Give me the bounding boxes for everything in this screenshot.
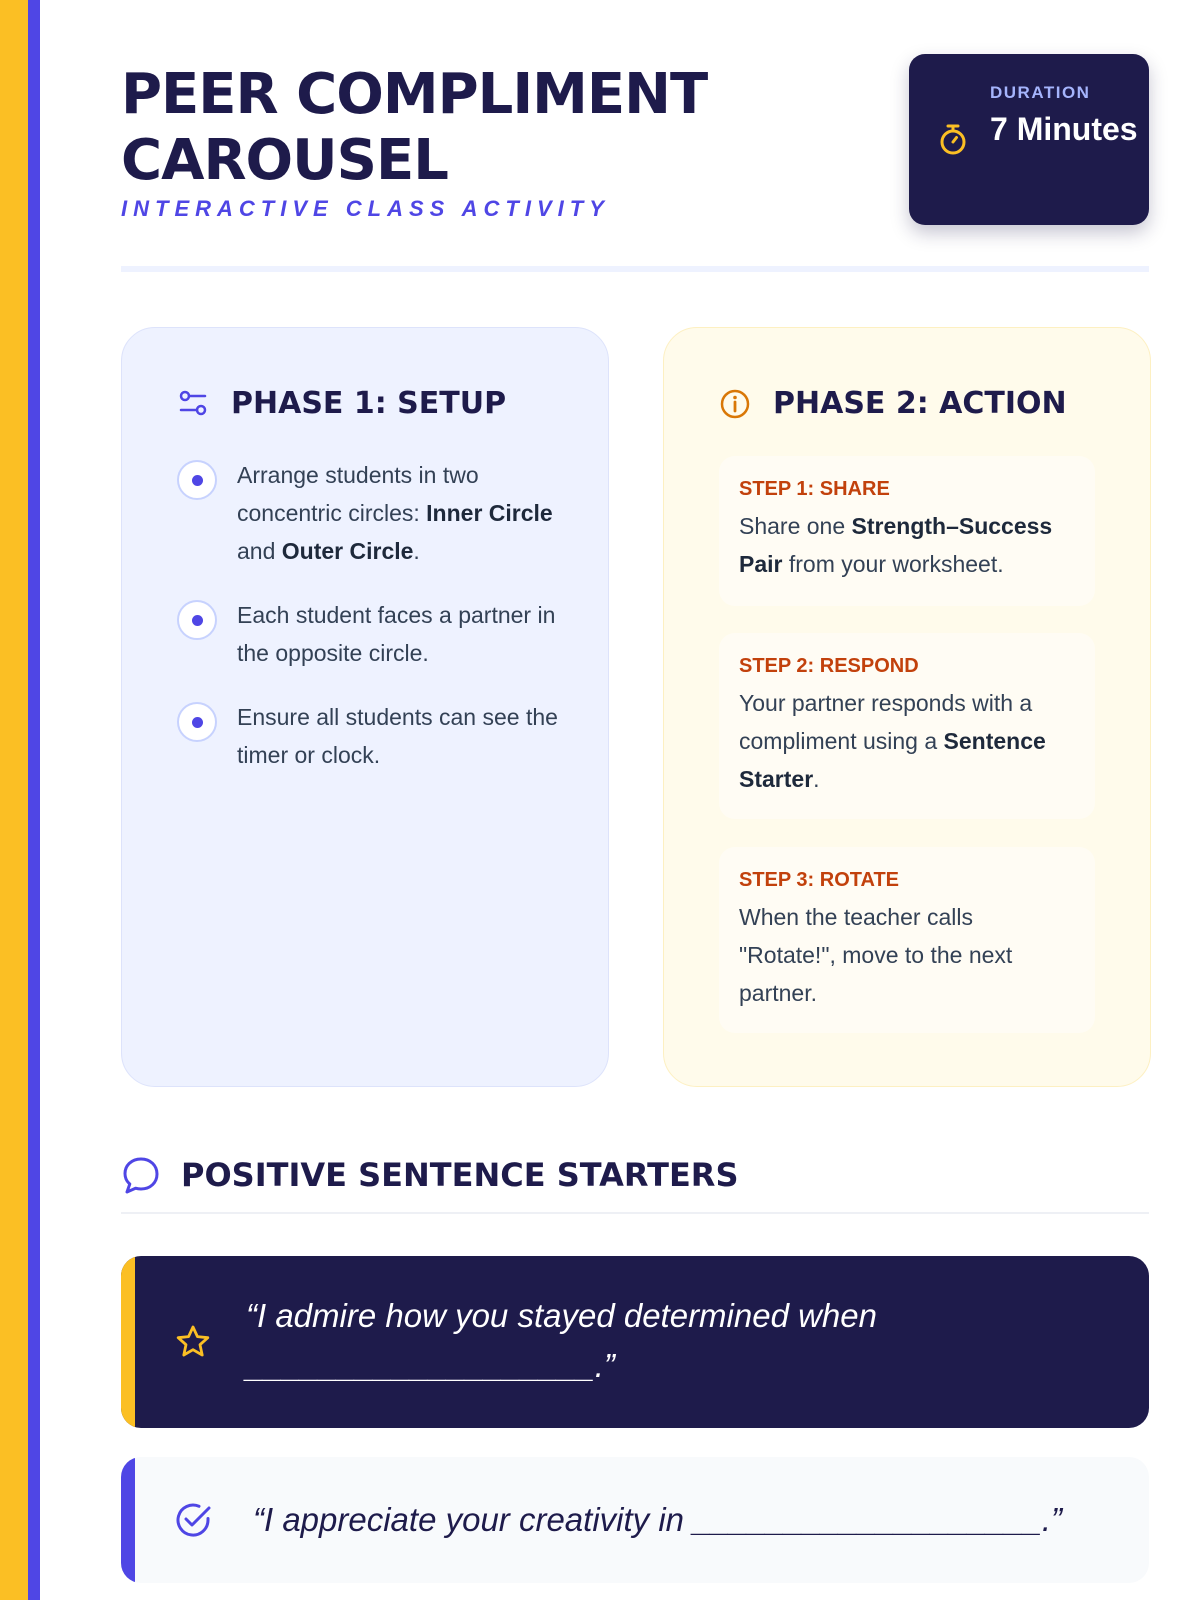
star-icon [173, 1322, 213, 1362]
duration-value: 7 Minutes [990, 111, 1138, 147]
step-card-respond [719, 633, 1095, 819]
phase-2-header [719, 386, 1067, 421]
phase-2-card [663, 327, 1151, 1087]
stopwatch-icon [937, 122, 969, 158]
outer-circle-term: Outer Circle [281, 538, 414, 564]
phase-1-card [121, 327, 609, 1087]
bullet-dot-icon [177, 702, 217, 742]
info-icon [719, 388, 751, 420]
bullet-dot-icon [177, 460, 217, 500]
step-label: STEP 3: ROTATE [739, 869, 900, 891]
duration-label: DURATION [990, 83, 1091, 102]
accent-stripe-yellow [0, 0, 28, 1600]
phase-1-header [177, 386, 506, 421]
step-text: Share one Strength–Success Pair from your worksheet. [739, 513, 1053, 577]
phase-1-title: PHASE 1: SETUP [231, 386, 507, 421]
sliders-icon [177, 388, 209, 420]
step-text: When the teacher calls "Rotate!", move to the next partner. [739, 904, 1013, 1006]
starters-title: POSITIVE SENTENCE STARTERS [181, 1156, 739, 1194]
title-line-1: PEER COMPLIMENT [121, 62, 708, 127]
step-card-rotate [719, 847, 1095, 1033]
sentence-starter-text: “I admire how you stayed determined when ___________________.” [246, 1297, 877, 1384]
setup-item: Arrange students in two concentric circles: Inner Circle and Outer Circle. [177, 456, 577, 570]
chat-bubble-icon [121, 1155, 161, 1195]
sentence-starter-card [121, 1256, 1149, 1428]
starters-divider [121, 1212, 1149, 1214]
page-title [121, 62, 821, 194]
bullet-dot-icon [177, 600, 217, 640]
sentence-starter-text: “I appreciate your creativity in ___________________.” [253, 1501, 1063, 1538]
page-subtitle: INTERACTIVE CLASS ACTIVITY [121, 196, 610, 221]
header-divider [121, 266, 1149, 272]
setup-item: Each student faces a partner in the opposite circle. [177, 596, 577, 672]
check-circle-icon [173, 1500, 213, 1540]
setup-item: Ensure all students can see the timer or clock. [177, 698, 577, 774]
duration-card [909, 54, 1149, 225]
activity-sheet [121, 0, 1149, 1538]
inner-circle-term: Inner Circle [426, 500, 553, 526]
header [121, 0, 1149, 272]
phase-2-title: PHASE 2: ACTION [773, 386, 1067, 421]
sentence-starter-card [121, 1457, 1149, 1583]
title-line-2: CAROUSEL [121, 128, 448, 193]
setup-list [177, 456, 577, 800]
step-card-share [719, 456, 1095, 606]
step-label: STEP 1: SHARE [739, 478, 890, 500]
step-text: Your partner responds with a compliment using a Sentence Starter. [739, 690, 1046, 792]
starters-header [121, 1155, 738, 1195]
accent-stripe-purple [28, 0, 40, 1600]
step-label: STEP 2: RESPOND [739, 655, 919, 677]
